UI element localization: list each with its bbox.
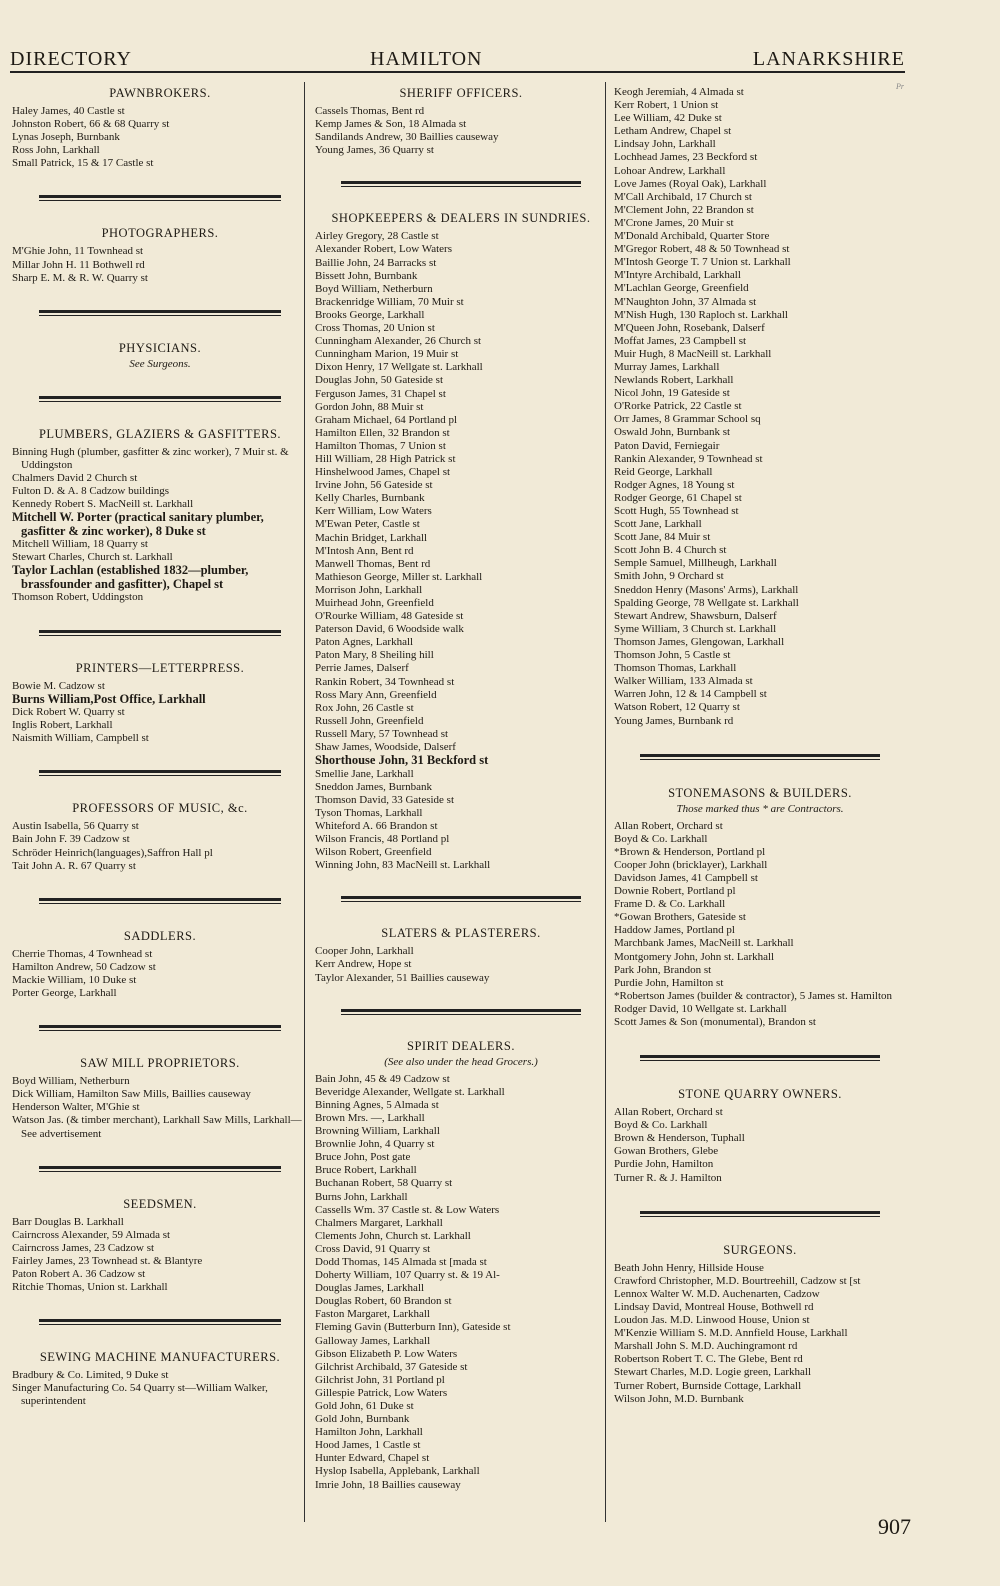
directory-entry: Shaw James, Woodside, Dalserf xyxy=(315,741,456,754)
section-title: SLATERS & PLASTERERS. xyxy=(381,926,541,941)
directory-entry: Purdie John, Hamilton xyxy=(614,1158,714,1171)
directory-entry: Murray James, Larkhall xyxy=(614,360,720,373)
section-note: (See also under the head Grocers.) xyxy=(384,1055,538,1068)
directory-entry: M'Donald Archibald, Quarter Store xyxy=(614,230,770,243)
directory-entry: Imrie John, 18 Baillies causeway xyxy=(315,1478,461,1491)
directory-entry: Letham Andrew, Chapel st xyxy=(614,125,732,138)
directory-entry: Barr Douglas B. Larkhall xyxy=(12,1215,124,1228)
entry-list xyxy=(12,446,308,605)
entry-list xyxy=(12,680,308,746)
section-separator xyxy=(640,754,879,760)
directory-entry: Love James (Royal Oak), Larkhall xyxy=(614,177,767,190)
directory-entry: Newlands Robert, Larkhall xyxy=(614,374,734,387)
directory-entry: Paton Robert A. 36 Cadzow st xyxy=(12,1267,146,1280)
section-title: PRINTERS—LETTERPRESS. xyxy=(75,660,245,675)
directory-entry: M'Gregor Robert, 48 & 50 Townhead st xyxy=(614,243,790,256)
directory-entry: Airley Gregory, 28 Castle st xyxy=(315,230,439,243)
section-separator xyxy=(341,181,580,187)
directory-entry: Clements John, Church st. Larkhall xyxy=(315,1229,471,1242)
directory-entry: Loudon Jas. M.D. Linwood House, Union st xyxy=(614,1314,810,1327)
section-title: SPIRIT DEALERS. xyxy=(407,1038,515,1053)
directory-entry: Brackenridge William, 70 Muir st xyxy=(315,295,464,308)
directory-entry: Cassels Thomas, Bent rd xyxy=(315,105,425,117)
directory-entry: Austin Isabella, 56 Quarry st xyxy=(12,820,139,833)
directory-entry: Rankin Robert, 34 Townhead st xyxy=(315,675,455,688)
section-separator xyxy=(39,1319,282,1325)
directory-entry: Moffat James, 23 Campbell st xyxy=(614,334,747,347)
directory-entry: Brown & Henderson, Tuphall xyxy=(614,1132,745,1145)
directory-entry: M'Clement John, 22 Brandon st xyxy=(614,203,754,216)
section-note: See Surgeons. xyxy=(129,357,191,370)
directory-entry: Haley James, 40 Castle st xyxy=(12,105,125,117)
directory-entry: Whiteford A. 66 Brandon st xyxy=(315,820,438,832)
section-title: SADDLERS. xyxy=(123,928,197,943)
entry-list xyxy=(12,1216,308,1295)
directory-entry: M'Call Archibald, 17 Church st xyxy=(614,190,752,203)
section-separator xyxy=(39,396,282,402)
directory-entry: Thomson John, 5 Castle st xyxy=(614,649,731,662)
directory-entry: Douglas Robert, 60 Brandon st xyxy=(315,1295,452,1308)
directory-entry: Fairley James, 23 Townhead st. & Blantyre xyxy=(12,1254,203,1267)
directory-entry: M'Lachlan George, Greenfield xyxy=(614,282,749,295)
directory-entry: Mitchell William, 18 Quarry st xyxy=(12,538,148,551)
directory-entry: Scott Jane, 84 Muir st xyxy=(614,531,711,544)
directory-entry: Hamilton Andrew, 50 Cadzow st xyxy=(12,960,156,973)
directory-entry: Dick Robert W. Quarry st xyxy=(12,706,125,719)
directory-entry: Bain John, 45 & 49 Cadzow st xyxy=(315,1072,450,1085)
directory-entry: Marshall John S. M.D. Auchingramont rd xyxy=(614,1340,798,1353)
directory-entry: Semple Samuel, Millheugh, Larkhall xyxy=(614,557,777,570)
entry-list xyxy=(614,1262,906,1406)
section-title: STONEMASONS & BUILDERS. xyxy=(668,785,852,800)
directory-entry: Brooks George, Larkhall xyxy=(315,308,425,321)
directory-entry: M'Ghie John, 11 Townhead st xyxy=(12,245,144,258)
directory-section xyxy=(614,1243,906,1406)
directory-entry: Cairncross James, 23 Cadzow st xyxy=(12,1241,155,1254)
entry-list xyxy=(614,820,906,1030)
directory-entry: Kerr Robert, 1 Union st xyxy=(614,99,719,112)
directory-entry: Crawford Christopher, M.D. Bourtreehill, Cadzow st [st xyxy=(614,1274,861,1287)
directory-section xyxy=(614,786,906,1030)
directory-entry: Thomson James, Glengowan, Larkhall xyxy=(614,635,785,648)
directory-entry: Binning Agnes, 5 Almada st xyxy=(315,1098,439,1111)
directory-entry: Gillespie Patrick, Low Waters xyxy=(315,1386,448,1399)
directory-entry: Dixon Henry, 17 Wellgate st. Larkhall xyxy=(315,361,483,374)
directory-entry: Tyson Thomas, Larkhall xyxy=(315,806,423,819)
directory-entry: Kemp James & Son, 18 Almada st xyxy=(315,118,467,131)
directory-entry: Burns John, Larkhall xyxy=(315,1190,408,1203)
section-separator xyxy=(341,1009,580,1015)
directory-entry: Paterson David, 6 Woodside walk xyxy=(315,623,464,636)
directory-entry: Reid George, Larkhall xyxy=(614,465,713,478)
directory-section xyxy=(315,926,607,984)
directory-entry: Frame D. & Co. Larkhall xyxy=(614,898,726,911)
directory-section xyxy=(12,1197,308,1295)
directory-entry: Manwell Thomas, Bent rd xyxy=(315,557,431,570)
directory-entry: Beveridge Alexander, Wellgate st. Larkhall xyxy=(315,1085,505,1098)
entry-list xyxy=(315,230,607,872)
directory-entry: Gilchrist Archibald, 37 Gateside st xyxy=(315,1360,468,1373)
directory-section xyxy=(315,211,607,872)
directory-entry: Downie Robert, Portland pl xyxy=(614,885,736,898)
section-title: PHOTOGRAPHERS. xyxy=(101,226,219,241)
directory-entry: Russell Mary, 57 Townhead st xyxy=(315,727,449,740)
directory-entry: Binning Hugh (plumber, gasfitter & zinc worker), 7 Muir st. & Uddingston xyxy=(12,445,289,471)
directory-entry: Rankin Alexander, 9 Townhead st xyxy=(614,452,763,465)
directory-entry: Allan Robert, Orchard st xyxy=(614,819,723,832)
section-title: SEWING MACHINE MANUFACTURERS. xyxy=(39,1350,281,1365)
header-right: LANARKSHIRE xyxy=(752,48,905,70)
directory-entry: Schröder Heinrich(languages),Saffron Hall pl xyxy=(12,846,213,859)
directory-entry: Dick William, Hamilton Saw Mills, Baillies causeway xyxy=(12,1088,251,1101)
directory-entry: Boyd William, Netherburn xyxy=(12,1075,130,1088)
directory-section xyxy=(12,801,308,872)
directory-entry: Mitchell W. Porter (practical sanitary plumber, gasfitter & zinc worker), 8 Duke st xyxy=(12,510,264,538)
directory-entry: Winning John, 83 MacNeill st. Larkhall xyxy=(315,859,491,872)
directory-entry: Sneddon James, Burnbank xyxy=(315,780,433,793)
directory-entry: Turner Robert, Burnside Cottage, Larkhall xyxy=(614,1379,802,1392)
directory-entry: Davidson James, 41 Campbell st xyxy=(614,871,758,884)
directory-entry: Russell John, Greenfield xyxy=(315,714,424,727)
section-separator xyxy=(39,770,282,776)
section-title: PAWNBROKERS. xyxy=(109,86,211,100)
directory-entry: Cooper John, Larkhall xyxy=(315,945,414,958)
directory-entry: Cross David, 91 Quarry st xyxy=(315,1242,431,1255)
section-separator xyxy=(39,310,282,316)
directory-entry: Gilchrist John, 31 Portland pl xyxy=(315,1373,445,1386)
section-title: PLUMBERS, GLAZIERS & GASFITTERS. xyxy=(38,426,282,441)
directory-entry: Lindsay John, Larkhall xyxy=(614,138,716,151)
section-separator xyxy=(39,1025,282,1031)
directory-entry: Faston Margaret, Larkhall xyxy=(315,1308,430,1321)
directory-entry: *Gowan Brothers, Gateside st xyxy=(614,911,746,924)
directory-entry: Machin Bridget, Larkhall xyxy=(315,531,428,544)
directory-entry: Fulton D. & A. 8 Cadzow buildings xyxy=(12,485,170,498)
directory-entry: Gowan Brothers, Glebe xyxy=(614,1145,719,1158)
directory-entry: Irvine John, 56 Gateside st xyxy=(315,479,433,492)
directory-entry: M'Intosh George T. 7 Union st. Larkhall xyxy=(614,256,791,269)
column-2 xyxy=(315,86,607,1492)
directory-entry: Cassells Wm. 37 Castle st. & Low Waters xyxy=(315,1203,500,1216)
section-separator xyxy=(640,1211,879,1217)
directory-entry: *Robertson James (builder & contractor), 5 James st. Hamilton xyxy=(614,989,892,1002)
directory-entry: Hood James, 1 Castle st xyxy=(315,1439,421,1452)
directory-entry: Ferguson James, 31 Chapel st xyxy=(315,387,446,400)
directory-entry: Cooper John (bricklayer), Larkhall xyxy=(614,858,768,871)
directory-entry: Wilson Francis, 48 Portland pl xyxy=(315,833,450,846)
directory-section xyxy=(614,1087,906,1185)
page-number: 907 xyxy=(878,1514,911,1539)
directory-entry: Galloway James, Larkhall xyxy=(315,1334,431,1347)
directory-entry: Stewart Charles, M.D. Logie green, Larkhall xyxy=(614,1366,812,1379)
directory-entry: Baillie John, 24 Barracks st xyxy=(315,256,437,269)
section-title: SAW MILL PROPRIETORS. xyxy=(80,1056,240,1071)
directory-entry: Lynas Joseph, Burnbank xyxy=(12,131,120,144)
directory-entry: Lee William, 42 Duke st xyxy=(614,112,722,125)
directory-section xyxy=(12,1350,308,1408)
directory-entry: Kerr William, Low Waters xyxy=(315,505,432,518)
directory-entry: Boyd & Co. Larkhall xyxy=(614,1119,708,1132)
directory-entry: Kennedy Robert S. MacNeill st. Larkhall xyxy=(12,498,194,511)
directory-entry: Paton Agnes, Larkhall xyxy=(315,636,414,649)
directory-entry: Hunter Edward, Chapel st xyxy=(315,1452,430,1465)
entry-list xyxy=(12,105,308,170)
directory-entry: Morrison John, Larkhall xyxy=(315,583,423,596)
directory-entry: Douglas James, Larkhall xyxy=(315,1282,425,1295)
directory-entry: Thomson Robert, Uddingston xyxy=(12,591,144,604)
directory-entry: Singer Manufacturing Co. 54 Quarry st—William Walker, superintendent xyxy=(12,1382,268,1408)
directory-entry: Taylor Alexander, 51 Baillies causeway xyxy=(315,971,490,984)
directory-entry: Paton Mary, 8 Sheiling hill xyxy=(315,649,434,662)
directory-entry: Rodger George, 61 Chapel st xyxy=(614,491,742,504)
directory-entry: Wilson John, M.D. Burnbank xyxy=(614,1392,744,1405)
section-title: SEEDSMEN. xyxy=(123,1196,197,1211)
directory-entry: Lindsay David, Montreal House, Bothwell rd xyxy=(614,1300,814,1313)
directory-entry: Sneddon Henry (Masons' Arms), Larkhall xyxy=(614,583,799,596)
directory-entry: Mathieson George, Miller st. Larkhall xyxy=(315,570,483,583)
directory-entry: Smellie Jane, Larkhall xyxy=(315,767,414,780)
directory-entry: Hamilton Ellen, 32 Brandon st xyxy=(315,426,450,439)
directory-entry: Perrie James, Dalserf xyxy=(315,662,409,675)
directory-entry: Brownlie John, 4 Quarry st xyxy=(315,1138,435,1151)
directory-entry: Alexander Robert, Low Waters xyxy=(315,243,452,256)
directory-entry: Beath John Henry, Hillside House xyxy=(614,1261,764,1274)
directory-entry: Browning William, Larkhall xyxy=(315,1125,440,1138)
directory-entry: Sharp E. M. & R. W. Quarry st xyxy=(12,271,148,284)
directory-entry: Gibson Elizabeth P. Low Waters xyxy=(315,1347,458,1360)
directory-entry: Boyd & Co. Larkhall xyxy=(614,832,708,845)
directory-entry: Bain John F. 39 Cadzow st xyxy=(12,833,130,846)
directory-section xyxy=(12,341,308,371)
directory-entry: Small Patrick, 15 & 17 Castle st xyxy=(12,157,154,170)
directory-entry: M'Nish Hugh, 130 Raploch st. Larkhall xyxy=(614,308,788,321)
directory-entry: Dodd Thomas, 145 Almada st [mada st xyxy=(315,1255,487,1268)
directory-entry: Hyslop Isabella, Applebank, Larkhall xyxy=(315,1465,480,1478)
directory-section xyxy=(12,427,308,605)
directory-section xyxy=(315,1039,607,1492)
directory-entry: Warren John, 12 & 14 Campbell st xyxy=(614,688,767,701)
directory-entry: Turner R. & J. Hamilton xyxy=(614,1171,722,1184)
directory-entry: Kerr Andrew, Hope st xyxy=(315,958,412,971)
directory-entry: Park John, Brandon st xyxy=(614,963,712,976)
directory-entry: M'Naughton John, 37 Almada st xyxy=(614,295,757,308)
directory-entry: Gold John, 61 Duke st xyxy=(315,1400,414,1412)
section-separator xyxy=(640,1055,879,1061)
directory-entry: Scott Hugh, 55 Townhead st xyxy=(614,505,739,517)
section-title: SHERIFF OFFICERS. xyxy=(399,86,523,100)
directory-section xyxy=(12,661,308,746)
directory-entry: Hill William, 28 High Patrick st xyxy=(315,452,456,465)
directory-entry: Lohoar Andrew, Larkhall xyxy=(614,164,726,177)
directory-entry: Stewart Andrew, Shawsburn, Dalserf xyxy=(614,609,777,622)
section-separator xyxy=(341,896,580,902)
directory-entry: M'Ewan Peter, Castle st xyxy=(315,518,420,531)
section-title: SURGEONS. xyxy=(723,1242,797,1257)
directory-entry: M'Intosh Ann, Bent rd xyxy=(315,544,414,557)
directory-entry: Kelly Charles, Burnbank xyxy=(315,492,425,505)
directory-entry: M'Intyre Archibald, Larkhall xyxy=(614,269,741,282)
directory-entry: Gordon John, 88 Muir st xyxy=(315,400,424,413)
directory-entry: Boyd William, Netherburn xyxy=(315,282,433,295)
directory-entry: Hinshelwood James, Chapel st xyxy=(315,466,451,479)
directory-entry: Smith John, 9 Orchard st xyxy=(614,570,724,583)
directory-entry: Nicol John, 19 Gateside st xyxy=(614,387,730,400)
directory-entry: Muir Hugh, 8 MacNeill st. Larkhall xyxy=(614,347,772,360)
directory-entry: Scott John B. 4 Church st xyxy=(614,544,727,557)
directory-entry: Muirhead John, Greenfield xyxy=(315,597,434,609)
section-title: SHOPKEEPERS & DEALERS IN SUNDRIES. xyxy=(331,211,591,226)
directory-section xyxy=(614,86,906,728)
directory-entry: Young James, 36 Quarry st xyxy=(315,144,434,157)
directory-entry: Naismith William, Campbell st xyxy=(12,732,149,745)
section-title: STONE QUARRY OWNERS. xyxy=(678,1087,842,1102)
directory-entry: Doherty William, 107 Quarry st. & 19 Al- xyxy=(315,1269,500,1282)
directory-entry: Burns William,Post Office, Larkhall xyxy=(12,691,206,706)
entry-list xyxy=(614,86,906,728)
directory-entry: Rox John, 26 Castle st xyxy=(315,701,414,714)
section-separator xyxy=(39,898,282,904)
directory-entry: Douglas John, 50 Gateside st xyxy=(315,374,444,387)
section-separator xyxy=(39,1166,282,1172)
directory-entry: Hamilton John, Larkhall xyxy=(315,1426,423,1439)
directory-section xyxy=(315,86,607,157)
directory-entry: Brown Mrs. —, Larkhall xyxy=(315,1111,425,1124)
directory-entry: Chalmers Margaret, Larkhall xyxy=(315,1216,443,1229)
entry-list xyxy=(614,1106,906,1185)
entry-list xyxy=(315,1073,607,1492)
entry-list xyxy=(12,1075,308,1140)
entry-list xyxy=(12,948,308,1000)
directory-entry: Cherrie Thomas, 4 Townhead st xyxy=(12,947,153,960)
entry-list xyxy=(12,245,308,284)
header-left: DIRECTORY xyxy=(10,48,132,70)
directory-section xyxy=(12,226,308,284)
directory-entry: Orr James, 8 Grammar School sq xyxy=(614,413,761,426)
directory-entry: Cross Thomas, 20 Union st xyxy=(315,322,435,335)
directory-entry: Marchbank James, MacNeill st. Larkhall xyxy=(614,937,794,950)
section-note: Those marked thus * are Contractors. xyxy=(676,802,844,815)
directory-section xyxy=(12,1056,308,1140)
directory-entry: Sandilands Andrew, 30 Baillies causeway xyxy=(315,131,499,144)
directory-entry: Bruce Robert, Larkhall xyxy=(315,1164,417,1177)
directory-entry: Walker William, 133 Almada st xyxy=(614,675,753,688)
directory-entry: Watson Jas. (& timber merchant), Larkhall Saw Mills, Larkhall—See advertisement xyxy=(12,1114,302,1140)
section-title: PROFESSORS OF MUSIC, &c. xyxy=(72,801,248,816)
directory-entry: Cunningham Marion, 19 Muir st xyxy=(315,348,459,361)
directory-entry: Oswald John, Burnbank st xyxy=(614,426,731,439)
section-separator xyxy=(39,630,282,636)
directory-entry: Watson Robert, 12 Quarry st xyxy=(614,701,740,714)
directory-entry: Lochhead James, 23 Beckford st xyxy=(614,151,758,164)
directory-entry: Haddow James, Portland pl xyxy=(614,924,735,937)
directory-entry: *Brown & Henderson, Portland pl xyxy=(614,845,766,858)
directory-entry: Mackie William, 10 Duke st xyxy=(12,973,137,986)
directory-entry: Scott James & Son (monumental), Brandon st xyxy=(614,1016,816,1028)
section-separator xyxy=(39,195,282,201)
directory-entry: Thomson Thomas, Larkhall xyxy=(614,662,737,675)
column-1 xyxy=(12,86,308,1408)
directory-entry: Syme William, 3 Church st. Larkhall xyxy=(614,622,777,635)
directory-entry: M'Queen John, Rosebank, Dalserf xyxy=(614,321,765,334)
directory-entry: Thomson David, 33 Gateside st xyxy=(315,793,455,806)
directory-entry: Porter George, Larkhall xyxy=(12,987,117,1000)
directory-entry: Robertson Robert T. C. The Glebe, Bent rd xyxy=(614,1353,803,1366)
directory-entry: O'Rorke Patrick, 22 Castle st xyxy=(614,400,742,413)
header-rule xyxy=(10,71,905,73)
entry-list xyxy=(315,945,607,984)
directory-entry: Buchanan Robert, 58 Quarry st xyxy=(315,1177,453,1190)
directory-entry: Hamilton Thomas, 7 Union st xyxy=(315,439,446,452)
column-3 xyxy=(614,86,906,1406)
directory-section xyxy=(12,86,308,170)
directory-entry: Bowie M. Cadzow st xyxy=(12,679,105,692)
directory-entry: Young James, Burnbank rd xyxy=(614,714,734,727)
directory-entry: M'Crone James, 20 Muir st xyxy=(614,216,734,229)
directory-entry: Wilson Robert, Greenfield xyxy=(315,846,432,859)
directory-entry: Tait John A. R. 67 Quarry st xyxy=(12,859,136,872)
directory-entry: Cunningham Alexander, 26 Church st xyxy=(315,335,482,348)
directory-entry: Johnston Robert, 66 & 68 Quarry st xyxy=(12,118,170,131)
directory-entry: Taylor Lachlan (established 1832—plumber, brassfounder and gasfitter), Chapel st xyxy=(12,563,249,591)
directory-entry: Shorthouse John, 31 Beckford st xyxy=(315,753,489,768)
header-center: HAMILTON xyxy=(370,48,483,70)
directory-entry: Scott Jane, Larkhall xyxy=(614,518,702,531)
directory-entry: Fleming Gavin (Butterburn Inn), Gateside st xyxy=(315,1321,511,1334)
directory-entry: Bradbury & Co. Limited, 9 Duke st xyxy=(12,1369,169,1382)
directory-entry: Henderson Walter, M'Ghie st xyxy=(12,1101,140,1114)
directory-entry: Ross Mary Ann, Greenfield xyxy=(315,688,437,701)
directory-entry: Millar John H. 11 Bothwell rd xyxy=(12,258,145,271)
directory-entry: Graham Michael, 64 Portland pl xyxy=(315,413,458,426)
entry-list xyxy=(12,1369,308,1408)
directory-entry: Gold John, Burnbank xyxy=(315,1413,410,1426)
entry-list xyxy=(315,105,607,157)
corner-mark: Pr xyxy=(896,82,904,91)
directory-entry: Stewart Charles, Church st. Larkhall xyxy=(12,551,173,564)
directory-entry: Paton David, Ferniegair xyxy=(614,439,720,452)
directory-entry: Ritchie Thomas, Union st. Larkhall xyxy=(12,1281,168,1294)
directory-entry: Purdie John, Hamilton st xyxy=(614,976,724,989)
directory-entry: Allan Robert, Orchard st xyxy=(614,1106,723,1119)
directory-entry: Chalmers David 2 Church st xyxy=(12,471,138,484)
directory-entry: Rodger David, 10 Wellgate st. Larkhall xyxy=(614,1002,787,1015)
directory-entry: Keogh Jeremiah, 4 Almada st xyxy=(614,86,744,98)
directory-entry: Ross John, Larkhall xyxy=(12,144,100,157)
directory-entry: Bruce John, Post gate xyxy=(315,1151,411,1164)
directory-section xyxy=(12,929,308,1000)
directory-entry: Bissett John, Burnbank xyxy=(315,269,418,282)
directory-entry: Montgomery John, John st. Larkhall xyxy=(614,950,775,963)
directory-entry: Cairncross Alexander, 59 Almada st xyxy=(12,1228,171,1241)
directory-entry: M'Kenzie William S. M.D. Annfield House, Larkhall xyxy=(614,1327,848,1340)
directory-entry: O'Rourke William, 48 Gateside st xyxy=(315,610,464,623)
directory-entry: Inglis Robert, Larkhall xyxy=(12,719,113,732)
directory-entry: Lennox Walter W. M.D. Auchenarten, Cadzow xyxy=(614,1287,820,1300)
entry-list xyxy=(12,820,308,872)
directory-entry: Spalding George, 78 Wellgate st. Larkhall xyxy=(614,596,799,609)
directory-entry: Rodger Agnes, 18 Young st xyxy=(614,478,735,491)
section-title: PHYSICIANS. xyxy=(118,340,202,355)
